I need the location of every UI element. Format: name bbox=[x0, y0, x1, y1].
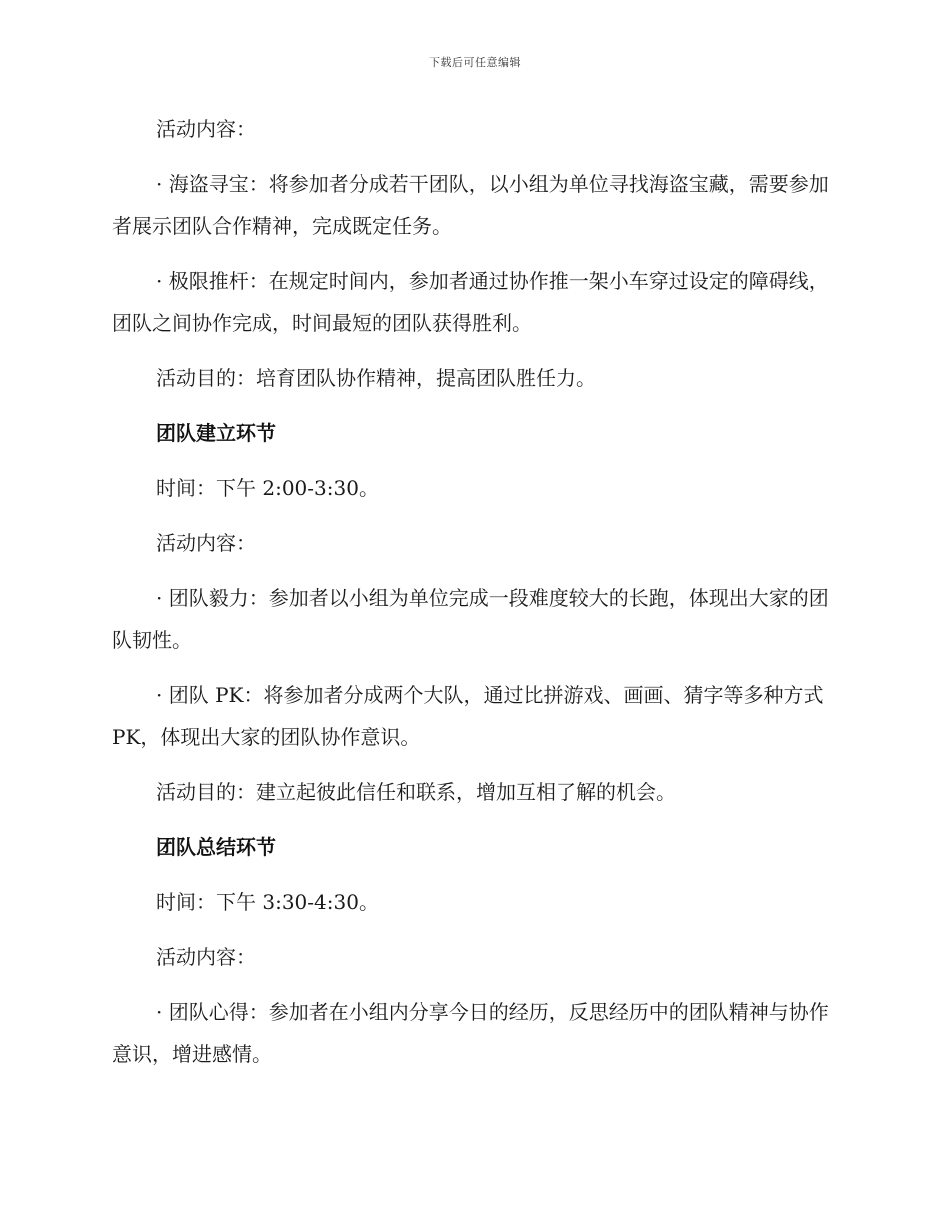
list-item: · 海盗寻宝：将参加者分成若干团队，以小组为单位寻找海盗宝藏，需要参加者展示团队合作精神，完成既定任务。 bbox=[112, 172, 829, 238]
section-heading: 团队建立环节 bbox=[156, 421, 276, 445]
section-time: 时间：下午 2:00-3:30。 bbox=[156, 476, 379, 500]
list-item: · 极限推杆：在规定时间内，参加者通过协作推一架小车穿过设定的障碍线，团队之间协作完成，时间最短的团队获得胜利。 bbox=[112, 269, 829, 335]
list-item: · 团队心得：参加者在小组内分享今日的经历，反思经历中的团队精神与协作意识，增进感情。 bbox=[112, 1000, 829, 1066]
list-item: · 团队毅力：参加者以小组为单位完成一段难度较大的长跑，体现出大家的团队韧性。 bbox=[112, 586, 829, 652]
page-header: 下载后可任意编辑 bbox=[429, 56, 521, 69]
document-body bbox=[112, 108, 832, 1088]
list-item: · 团队 PK：将参加者分成两个大队，通过比拼游戏、画画、猜字等多种方式 PK，体现出大家的团队协作意识。 bbox=[112, 683, 824, 749]
activity-goal: 活动目的：培育团队协作精神，提高团队胜任力。 bbox=[156, 366, 596, 390]
section-time: 时间：下午 3:30-4:30。 bbox=[156, 890, 379, 914]
activity-content-label: 活动内容： bbox=[156, 531, 256, 555]
section-heading: 团队总结环节 bbox=[156, 835, 276, 859]
activity-goal: 活动目的：建立起彼此信任和联系，增加互相了解的机会。 bbox=[156, 780, 676, 804]
activity-content-label: 活动内容： bbox=[156, 117, 256, 141]
activity-content-label: 活动内容： bbox=[156, 945, 256, 969]
